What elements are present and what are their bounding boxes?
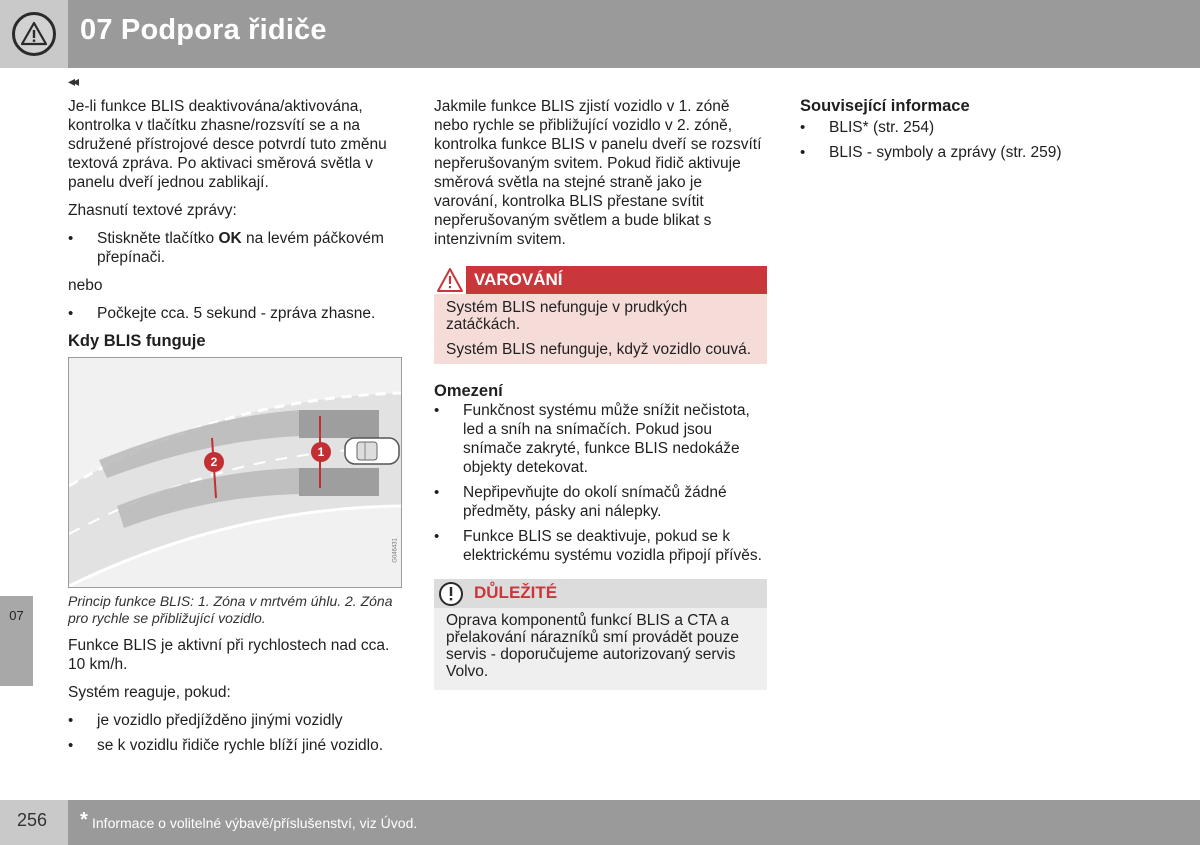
header-icon-box [0, 0, 68, 68]
paragraph: Funkce BLIS je aktivní při rychlostech nad cca. 10 km/h. [68, 637, 390, 673]
related-links-list [800, 118, 1140, 162]
page-number-box [0, 800, 68, 845]
column-3 [800, 97, 1140, 171]
warning-box-body [434, 294, 767, 364]
bullet-list [68, 304, 408, 323]
chapter-side-tab-label: 07 [9, 608, 24, 623]
related-link[interactable]: • BLIS* (str. 254) [800, 118, 1140, 137]
list-item: • se k vozidlu řidiče rychle blíží jiné vozidlo. [68, 736, 408, 755]
paragraph: nebo [68, 277, 103, 294]
related-info-heading: Související informace [800, 97, 970, 115]
chapter-header [0, 0, 1200, 68]
paragraph: Systém reaguje, pokud: [68, 684, 231, 701]
figure-caption: Princip funkce BLIS: 1. Zóna v mrtvém úhlu. 2. Zóna pro rychle se přibližující vozidlo. [68, 593, 393, 626]
warning-text: Systém BLIS nefunguje v prudkých zatáčkách. [446, 299, 688, 333]
zone-2-label: 2 [210, 455, 218, 469]
column-2 [434, 97, 767, 690]
section-heading: Omezení [434, 382, 503, 400]
back-arrows-icon[interactable]: ◂◂ [68, 73, 77, 89]
footer-bar [68, 800, 1200, 845]
important-box [434, 579, 767, 690]
exclamation-circle-icon [438, 581, 464, 607]
important-title: DŮLEŽITÉ [474, 583, 558, 602]
paragraph: Zhasnutí textové zprávy: [68, 202, 237, 219]
chapter-title: 07 Podpora řidiče [80, 14, 327, 46]
list-item: • Nepřipevňujte do okolí snímačů žádné předměty, pásky ani nálepky. [434, 483, 767, 521]
column-1 [68, 97, 408, 764]
zone-1-label: 1 [317, 445, 325, 459]
paragraph: Je-li funkce BLIS deaktivována/aktivována, kontrolka v tlačítku zhasne/rozsvítí se a na sdružené přístrojové desce potvrdí tuto změnu textová zpráva. Po aktivaci směrová světla v panelu dveří jednou zablikají. [68, 98, 387, 191]
bullet-list [434, 401, 767, 565]
important-box-body: Oprava komponentů funkcí BLIS a CTA a přelakování nárazníků smí provádět pouze servis - doporučujeme autorizovaný servis Volvo. [446, 612, 739, 680]
warning-box [434, 266, 767, 364]
footer-note: Informace o volitelné výbavě/příslušenství, viz Úvod. [92, 815, 418, 831]
figure-code: G046431 [393, 538, 399, 563]
warning-box-header [434, 266, 767, 294]
page-number: 256 [17, 810, 48, 830]
warning-title: VAROVÁNÍ [474, 270, 563, 289]
road-diagram [69, 358, 402, 588]
paragraph: Jakmile funkce BLIS zjistí vozidlo v 1. zóně nebo rychle se přibližující vozidlo v 2. zóně, kontrolka funkce BLIS v panelu dveří se rozsvítí nepřerušovaným svitem. Pokud řidič aktivuje směrová světla na stejné straně jako je varování, kontrolka BLIS přestane svítit nepřerušovaným světlem a bude blikat s intenzivním svitem. [434, 98, 762, 248]
warning-text: Systém BLIS nefunguje, když vozidlo couvá. [446, 341, 751, 358]
list-item: • Funkce BLIS se deaktivuje, pokud se k elektrickému systému vozidla připojí přívěs. [434, 527, 767, 565]
bullet-list [68, 229, 408, 267]
asterisk-icon: * [80, 809, 88, 831]
list-item: • je vozidlo předjížděno jinými vozidly [68, 711, 408, 730]
list-item: • Funkčnost systému může snížit nečistota, led a sníh na snímačích. Pokud jsou snímače zakryté, funkce BLIS nedokáže objekty detekovat. [434, 401, 767, 477]
important-box-header [434, 579, 767, 608]
list-item-text: na levém páčkovém přepínači. [97, 230, 384, 266]
zone-2-marker [204, 452, 224, 472]
warning-triangle-icon [12, 12, 56, 56]
zone-1-marker [311, 442, 331, 462]
list-item [68, 229, 408, 267]
car-icon [345, 438, 399, 464]
list-item-text: Stiskněte tlačítko [97, 230, 219, 247]
list-item: • Počkejte cca. 5 sekund - zpráva zhasne. [68, 304, 408, 323]
related-link[interactable]: • BLIS - symboly a zprávy (str. 259) [800, 143, 1140, 162]
ok-button-label: OK [218, 230, 242, 247]
warning-triangle-icon [434, 266, 466, 294]
section-heading: Kdy BLIS funguje [68, 332, 206, 350]
bullet-list [68, 711, 408, 755]
blis-zone-illustration [68, 357, 402, 588]
